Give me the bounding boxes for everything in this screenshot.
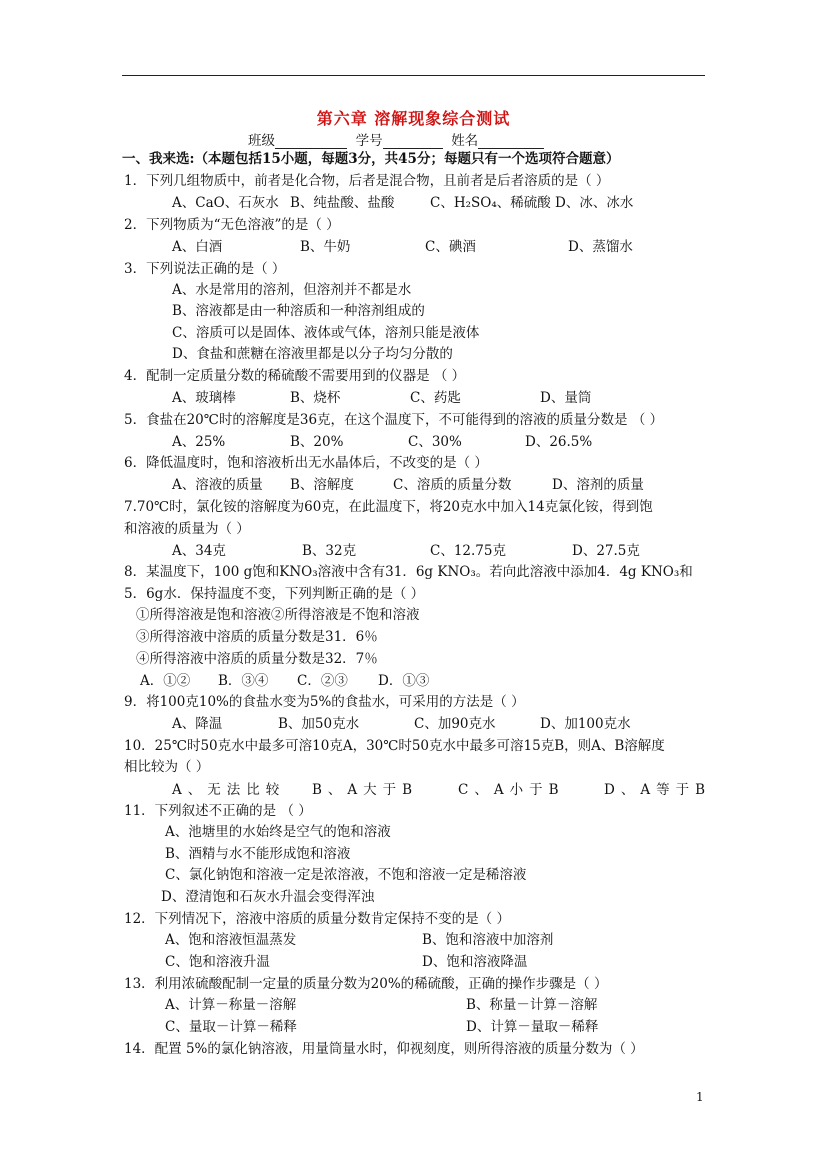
id-label: 学号 [355, 133, 383, 149]
q4-opt-d: D、量筒 [540, 390, 592, 406]
q9-opt-c: C、加90克水 [414, 716, 496, 732]
q6-opt-a: A、溶液的质量 [172, 477, 263, 493]
q3-opt-c: C、溶质可以是固体、液体或气体，溶剂只能是液体 [172, 325, 480, 341]
q13-opt-d: D、计算－量取－稀释 [466, 1019, 599, 1035]
q7-opt-c: C、12.75克 [430, 543, 506, 559]
q10-opt-c: C、A小于B [458, 782, 565, 798]
q3-opt-a: A、水是常用的溶剂，但溶剂并不都是水 [172, 282, 412, 298]
q2-opt-b: B、牛奶 [300, 239, 351, 255]
q9-opt-a: A、降温 [172, 716, 223, 732]
q10-stem-line1: 10．25℃时50克水中最多可溶10克A，30℃时50克水中最多可溶15克B，则A、B溶解度 [124, 738, 665, 754]
class-blank[interactable] [275, 134, 347, 149]
q4-opt-c: C、药匙 [410, 390, 461, 406]
q3-opt-b: B、溶液都是由一种溶质和一种溶剂组成的 [172, 303, 425, 319]
q10-stem-line2: 相比较为（ ） [124, 759, 210, 775]
q11-opt-c: C、氯化钠饱和溶液一定是浓溶液，不饱和溶液一定是稀溶液 [165, 867, 527, 883]
q10-opt-a: A、无法比较 [172, 782, 286, 798]
name-blank[interactable] [478, 134, 544, 149]
student-info [248, 129, 544, 149]
q9-opt-b: B、加50克水 [278, 716, 360, 732]
q7-opt-d: D、27.5克 [572, 543, 640, 559]
header-rule [122, 75, 705, 76]
q8-statement-3: ④所得溶液中溶质的质量分数是32．7％ [136, 651, 378, 667]
q13-stem: 13．利用浓硫酸配制一定量的质量分数为20%的稀硫酸，正确的操作步骤是（ ） [124, 976, 608, 992]
q11-opt-d: D、澄清饱和石灰水升温会变得浑浊 [161, 889, 375, 905]
q2-opt-d: D、蒸馏水 [568, 239, 633, 255]
q7-stem-line2: 和溶液的质量为（ ） [124, 521, 250, 537]
q8-stem-line2: 5．6g水．保持温度不变，下列判断正确的是（ ） [124, 586, 425, 602]
q11-stem: 11．下列叙述不正确的是 （ ） [124, 803, 312, 819]
id-blank[interactable] [383, 134, 443, 149]
class-label: 班级 [248, 133, 275, 149]
q11-opt-a: A、池塘里的水始终是空气的饱和溶液 [165, 824, 391, 840]
q5-stem: 5．食盐在20℃时的溶解度是36克，在这个温度下，不可能得到的溶液的质量分数是 （ ） [124, 412, 664, 428]
q7-opt-b: B、32克 [302, 543, 357, 559]
q8-stem-line1: 8．某温度下，100 g饱和KNO₃溶液中含有31．6g KNO₃。若向此溶液中添加4．4g KNO₃和 [124, 564, 693, 580]
q2-opt-a: A、白酒 [172, 239, 223, 255]
q13-opt-b: B、称量－计算－溶解 [466, 997, 598, 1013]
q10-opt-d: D、A等于B [604, 782, 711, 798]
q6-opt-c: C、溶质的质量分数 [393, 477, 512, 493]
page-title: 第六章 溶解现象综合测试 [316, 109, 511, 128]
q7-stem-line1: 7.70℃时，氯化铵的溶解度为60克，在此温度下，将20克水中加入14克氯化铵，得到饱 [124, 499, 653, 515]
q8-opt-c: C．②③ [297, 673, 348, 689]
q12-opt-c: C、饱和溶液升温 [165, 954, 270, 970]
q8-opt-b: B．③④ [218, 673, 269, 689]
q4-opt-b: B、烧杯 [290, 390, 341, 406]
q6-opt-b: B、溶解度 [290, 477, 354, 493]
q5-opt-b: B、20% [290, 434, 344, 450]
q2-stem: 2．下列物质为“无色溶液”的是（ ） [124, 217, 340, 233]
page-number: 1 [696, 1090, 704, 1104]
q8-statement-2: ③所得溶液中溶质的质量分数是31．6％ [136, 629, 378, 645]
q1-stem: 1．下列几组物质中，前者是化合物，后者是混合物，且前者是后者溶质的是（ ） [124, 173, 610, 189]
q7-opt-a: A、34克 [172, 543, 226, 559]
q12-opt-a: A、饱和溶液恒温蒸发 [165, 932, 297, 948]
q5-opt-c: C、30% [408, 434, 462, 450]
q4-stem: 4．配制一定质量分数的稀硫酸不需要用到的仪器是 （ ） [124, 368, 466, 384]
q8-statement-1: ①所得溶液是饱和溶液②所得溶液是不饱和溶液 [136, 607, 420, 623]
q8-opt-a: A．①② [140, 673, 191, 689]
q6-opt-d: D、溶剂的质量 [552, 477, 644, 493]
q1-opt-a: A、CaO、石灰水 [172, 195, 279, 211]
q11-opt-b: B、酒精与水不能形成饱和溶液 [165, 846, 351, 862]
q13-opt-c: C、量取－计算－稀释 [165, 1019, 297, 1035]
q5-opt-a: A、25% [172, 434, 226, 450]
q1-opt-b: B、纯盐酸、盐酸 [290, 195, 395, 211]
q13-opt-a: A、计算－称量－溶解 [165, 997, 297, 1013]
q3-stem: 3．下列说法正确的是（ ） [124, 261, 286, 277]
q10-opt-b: B、A大于B [312, 782, 419, 798]
name-label: 姓名 [451, 133, 479, 149]
q9-opt-d: D、加100克水 [540, 716, 631, 732]
q12-opt-b: B、饱和溶液中加溶剂 [422, 932, 554, 948]
q8-opt-d: D．①③ [378, 673, 430, 689]
q1-opt-c: C、H₂SO₄、稀硫酸 [430, 195, 551, 211]
q9-stem: 9．将100克10%的食盐水变为5%的食盐水，可采用的方法是（ ） [124, 694, 525, 710]
section-heading: 一、我来选:（本题包括15小题，每题3分，共45分；每题只有一个选项符合题意） [122, 151, 620, 167]
q5-opt-d: D、26.5% [525, 434, 593, 450]
q12-opt-d: D、饱和溶液降温 [422, 954, 528, 970]
q3-opt-d: D、食盐和蔗糖在溶液里都是以分子均匀分散的 [172, 346, 453, 362]
q6-stem: 6．降低温度时，饱和溶液析出无水晶体后，不改变的是（ ） [124, 455, 488, 471]
q14-stem: 14．配置 5%的氯化钠溶液，用量筒量水时，仰视刻度，则所得溶液的质量分数为（ ） [124, 1041, 644, 1057]
q1-opt-d: D、冰、冰水 [555, 195, 634, 211]
q12-stem: 12．下列情况下，溶液中溶质的质量分数肯定保持不变的是（ ） [124, 911, 510, 927]
q4-opt-a: A、玻璃棒 [172, 390, 236, 406]
q2-opt-c: C、碘酒 [425, 239, 476, 255]
